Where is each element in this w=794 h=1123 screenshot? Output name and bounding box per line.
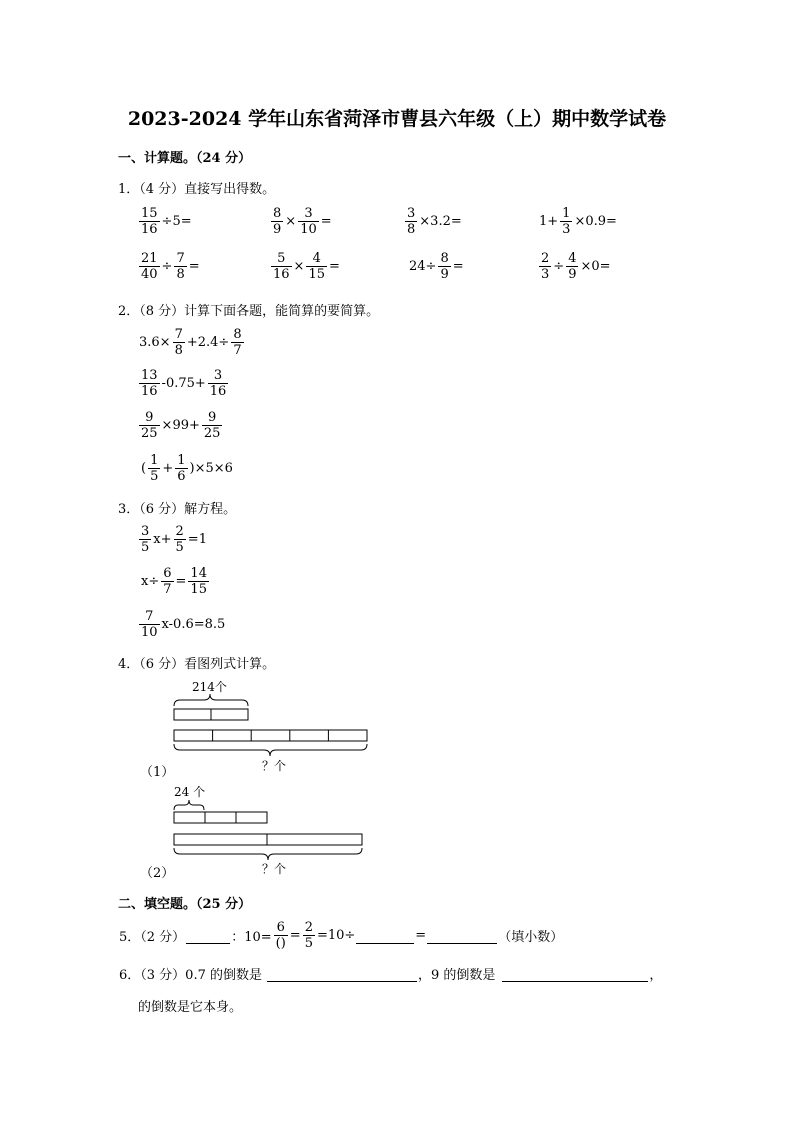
q2-expr-1: 3.6× $\frac{7}{8}$ +2.4÷ $\frac{8}{7}$: [139, 327, 242, 358]
q1-r1-item2: $\frac{8}{9}$ × $\frac{3}{10}$ =: [273, 206, 332, 237]
q1-r2-item1: $\frac{21}{40}$ ÷ $\frac{7}{8}$ =: [141, 251, 200, 282]
question-3-stem: 3．（6 分）解方程。: [118, 502, 237, 517]
question-6: 6．（3 分）0.7 的倒数是 ，9 的倒数是 ，: [118, 964, 663, 983]
q3-equation-3: $\frac{7}{10}$ x-0.6=8.5: [141, 609, 226, 640]
q5-blank-3[interactable]: [427, 927, 497, 944]
q3-equation-2: x÷ $\frac{6}{7}$ = $\frac{14}{15}$: [141, 566, 207, 597]
q2-expr-2: $\frac{13}{16}$ -0.75+ $\frac{3}{16}$: [141, 368, 227, 399]
q6-stem: 6．（3 分）0.7 的倒数是: [119, 968, 262, 983]
q4-diagram-1: [140, 676, 380, 776]
q1-r1-item4: 1+ $\frac{1}{3}$ ×0.9=: [539, 206, 617, 237]
q4-d2-short-bar: [174, 812, 267, 823]
q5-note: （填小数）: [498, 930, 564, 945]
q1-r1-item1: $\frac{15}{16}$ ÷5=: [141, 206, 192, 237]
q1-r1-item3: $\frac{3}{8}$ ×3.2=: [407, 206, 462, 237]
question-5: 5．（2 分） ：10= $\frac{6}{()}$ = $\frac{2}{5}$ =10÷ = （填小数）: [119, 920, 564, 951]
q5-blank-1[interactable]: [186, 927, 230, 944]
section-2-heading: 二、填空题。（25 分）: [118, 897, 252, 912]
q6-line-2: 的倒数是它本身。: [138, 1000, 243, 1015]
question-2-stem: 2．（8 分）计算下面各题，能简算的要简算。: [118, 304, 380, 319]
q3-equation-1: $\frac{3}{5}$ x+ $\frac{2}{5}$ =1: [141, 524, 207, 555]
q6-blank-1[interactable]: [267, 965, 417, 982]
q4-d2-top-label: 24 个: [174, 785, 206, 799]
q4-d2-bottom-brace: [174, 848, 362, 860]
q6-blank-2[interactable]: [502, 965, 648, 982]
q4-diagram-2-label: （2）: [140, 866, 175, 881]
q4-d1-top-brace: [174, 694, 248, 706]
q1-r2-item3: 24÷ $\frac{8}{9}$ =: [409, 251, 464, 282]
q5-blank-2[interactable]: [356, 927, 414, 944]
section-1-heading: 一、计算题。（24 分）: [118, 151, 252, 166]
question-1-stem: 1．（4 分）直接写出得数。: [118, 182, 276, 197]
q4-d1-long-bar: [174, 730, 367, 741]
q4-diagram-2: [140, 780, 380, 880]
q1-r2-item4: $\frac{2}{3}$ ÷ $\frac{4}{9}$ ×0=: [541, 251, 611, 282]
q5-stem: 5．（2 分）: [119, 930, 186, 945]
q2-expr-4: ( $\frac{1}{5}$ + $\frac{1}{6}$ )×5×6: [141, 453, 233, 484]
q2-expr-3: $\frac{9}{25}$ ×99+ $\frac{9}{25}$: [141, 410, 221, 441]
q4-d1-bottom-label: ？个: [262, 759, 287, 773]
q4-d2-bottom-label: ？个: [262, 862, 287, 876]
q4-d2-long-bar: [174, 834, 362, 845]
q4-d2-top-brace: [174, 800, 204, 810]
q1-r2-item2: $\frac{5}{16}$ × $\frac{4}{15}$ =: [273, 251, 340, 282]
page-title: 2023-2024 学年山东省菏泽市曹县六年级（上）期中数学试卷: [127, 108, 667, 130]
question-4-stem: 4．（6 分）看图列式计算。: [118, 657, 276, 672]
q4-diagram-1-label: （1）: [140, 765, 175, 780]
q4-d1-bottom-brace: [174, 744, 367, 756]
q4-d1-top-label: 214个: [192, 680, 227, 694]
